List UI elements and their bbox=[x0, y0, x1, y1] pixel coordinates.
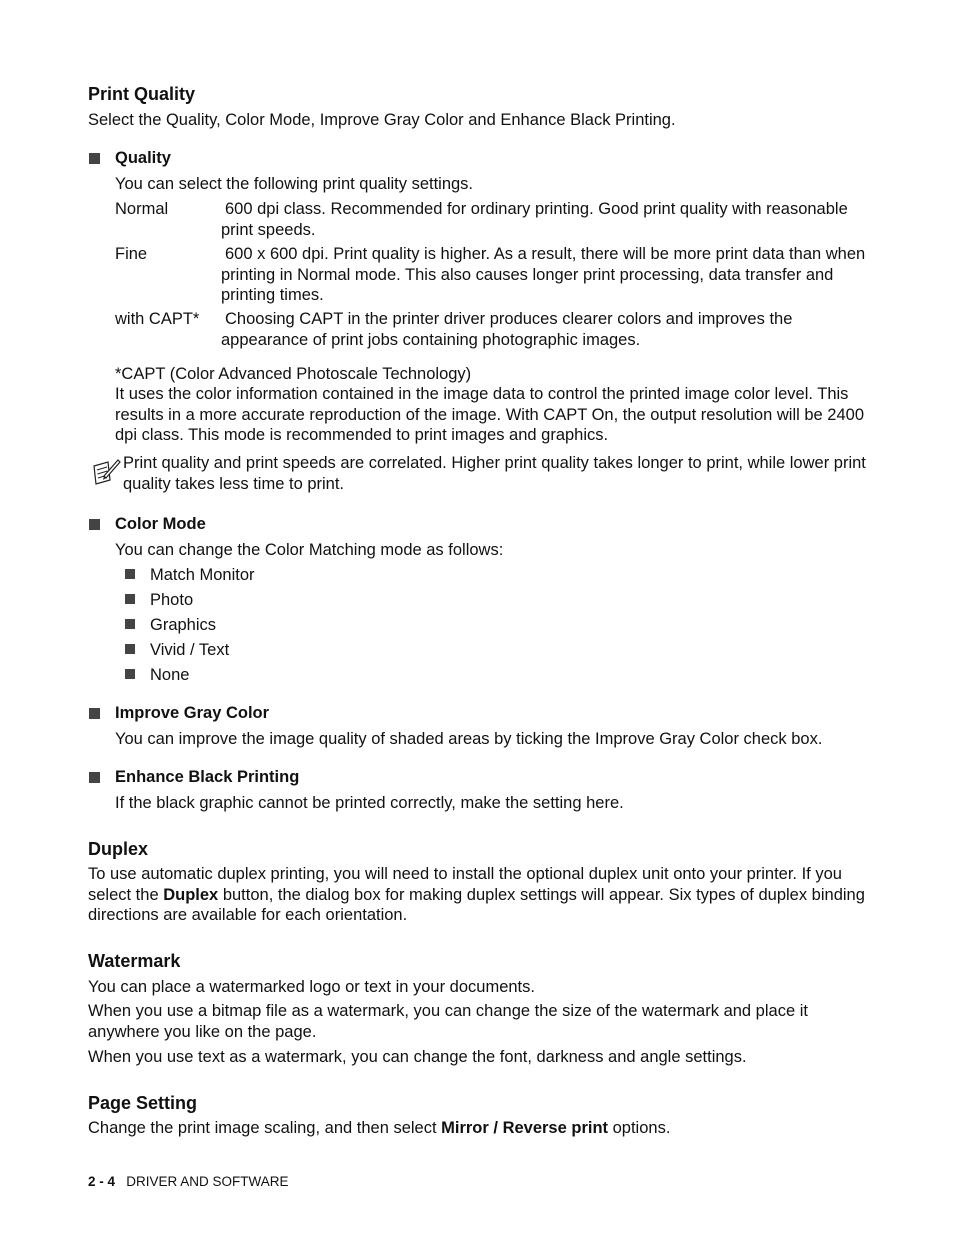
bullet-square-icon bbox=[89, 772, 100, 783]
print-quality-intro: Select the Quality, Color Mode, Improve Gray Color and Enhance Black Printing. bbox=[88, 111, 676, 129]
subheading-enhance-black: Enhance Black Printing bbox=[115, 768, 300, 786]
quality-intro: You can select the following print quality settings. bbox=[115, 175, 474, 193]
section-heading-duplex: Duplex bbox=[88, 839, 149, 859]
page-footer bbox=[88, 1174, 289, 1189]
color-mode-option: Match Monitor bbox=[150, 566, 255, 584]
improve-gray-text: You can improve the image quality of shaded areas by ticking the Improve Gray Color check box. bbox=[115, 730, 823, 748]
quality-term-normal: Normal bbox=[115, 200, 169, 218]
section-heading-print-quality: Print Quality bbox=[88, 84, 196, 104]
bullet-square-icon bbox=[125, 569, 135, 579]
note-text: Print quality and print speeds are correlated. Higher print quality takes longer to print, while lower print quality takes less time to print. bbox=[123, 454, 866, 493]
page-setting-text: Change the print image scaling, and then select Mirror / Reverse print options. bbox=[88, 1119, 671, 1137]
enhance-black-text: If the black graphic cannot be printed correctly, make the setting here. bbox=[115, 794, 624, 812]
watermark-para-1: You can place a watermarked logo or text in your documents. bbox=[88, 978, 535, 996]
page-number: 2 - 4 bbox=[88, 1174, 116, 1189]
bullet-square-icon bbox=[89, 519, 100, 530]
watermark-para-2: When you use a bitmap file as a watermark, you can change the size of the watermark and place it anywhere you like on the page. bbox=[88, 1002, 808, 1041]
bullet-square-icon bbox=[125, 669, 135, 679]
color-mode-option: Vivid / Text bbox=[150, 641, 230, 659]
bullet-square-icon bbox=[89, 708, 100, 719]
color-mode-intro: You can change the Color Matching mode as follows: bbox=[115, 541, 504, 559]
subheading-color-mode: Color Mode bbox=[115, 515, 206, 533]
quality-term-fine: Fine bbox=[115, 245, 148, 263]
quality-desc-capt: Choosing CAPT in the printer driver produces clearer colors and improves the appearance of print jobs containing photographic images. bbox=[221, 310, 793, 349]
bullet-square-icon bbox=[125, 619, 135, 629]
bullet-square-icon bbox=[125, 594, 135, 604]
section-heading-page-setting: Page Setting bbox=[88, 1093, 198, 1113]
quality-term-capt: with CAPT* bbox=[115, 310, 200, 328]
color-mode-option: None bbox=[150, 666, 190, 684]
quality-desc-fine: 600 x 600 dpi. Print quality is higher. As a result, there will be more print data than when printing in Normal mode. This also causes longer print processing, data transfer and printing times. bbox=[221, 245, 866, 304]
watermark-para-3: When you use text as a watermark, you can change the font, darkness and angle settings. bbox=[88, 1048, 747, 1066]
bullet-square-icon bbox=[89, 153, 100, 164]
capt-footnote-text: It uses the color information contained in the image data to control the printed image color level. This results in a more accurate reproduction of the image. With CAPT On, the output resolution will be 2400 dpi class. This mode is recommended to print images and graphics. bbox=[115, 385, 865, 444]
section-heading-watermark: Watermark bbox=[88, 951, 181, 971]
bullet-square-icon bbox=[125, 644, 135, 654]
subheading-improve-gray: Improve Gray Color bbox=[115, 704, 270, 722]
footer-section: DRIVER AND SOFTWARE bbox=[126, 1174, 289, 1189]
note-pencil-icon bbox=[90, 456, 122, 488]
color-mode-option: Photo bbox=[150, 591, 194, 609]
duplex-text: To use automatic duplex printing, you will need to install the optional duplex unit onto your printer. If you select the Duplex button, the dialog box for making duplex settings will appear. Six types of duplex binding directions are available for each orientation. bbox=[88, 865, 865, 924]
capt-footnote-title: *CAPT (Color Advanced Photoscale Technology) bbox=[115, 365, 472, 383]
quality-desc-normal: 600 dpi class. Recommended for ordinary printing. Good print quality with reasonable print speeds. bbox=[221, 200, 848, 239]
color-mode-option: Graphics bbox=[150, 616, 217, 634]
subheading-quality: Quality bbox=[115, 149, 171, 167]
